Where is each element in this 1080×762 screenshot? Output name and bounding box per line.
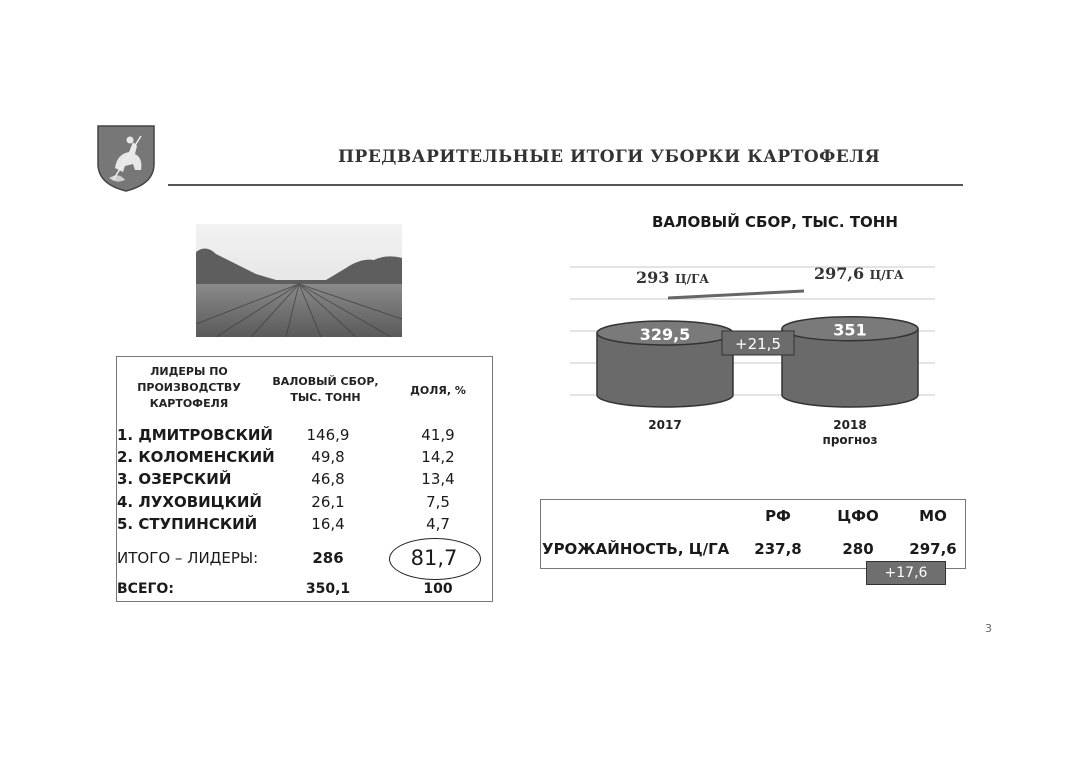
category-label: 2018 <box>833 418 867 432</box>
leader-gross: 26,1 <box>311 493 345 511</box>
leader-gross: 49,8 <box>311 448 345 466</box>
leader-name: 2. КОЛОМЕНСКИЙ <box>117 448 275 466</box>
yield-col-mo: МО <box>919 507 947 525</box>
leader-share: 7,5 <box>426 493 450 511</box>
leader-gross: 146,9 <box>306 426 350 444</box>
yield-col-rf: РФ <box>765 507 791 525</box>
bar-value-label: 351 <box>833 320 867 340</box>
moscow-coat-of-arms-icon <box>95 124 157 192</box>
category-sublabel: прогноз <box>822 433 878 447</box>
leader-gross: 46,8 <box>311 470 345 488</box>
leader-share: 4,7 <box>426 515 450 533</box>
leader-gross: 16,4 <box>311 515 345 533</box>
yield-value: 293 <box>636 268 675 287</box>
chart-title: ВАЛОВЫЙ СБОР, ТЫС. ТОНН <box>652 213 898 231</box>
page-number: 3 <box>985 622 992 635</box>
yield-delta-badge: +17,6 <box>866 561 946 585</box>
grand-total-gross: 350,1 <box>305 581 351 597</box>
leader-name: 3. ОЗЕРСКИЙ <box>117 470 232 488</box>
bar-2017 <box>597 321 733 407</box>
yield-value-mo: 297,6 <box>909 540 957 558</box>
leaders-header-name: ЛИДЕРЫ ПО ПРОИЗВОДСТВУ КАРТОФЕЛЯ <box>137 365 241 410</box>
grand-total-share: 100 <box>423 581 453 597</box>
leader-share: 14,2 <box>421 448 455 466</box>
grand-total-label: ВСЕГО: <box>117 581 174 597</box>
difference-label: +21,5 <box>735 335 781 353</box>
gross-harvest-chart <box>560 255 940 455</box>
chart-bars <box>597 317 918 407</box>
leaders-header-share: ДОЛЯ, % <box>410 384 466 397</box>
leader-name: 1. ДМИТРОВСКИЙ <box>117 426 273 444</box>
leader-share: 41,9 <box>421 426 455 444</box>
bar-2018 <box>782 317 918 407</box>
page-title: ПРЕДВАРИТЕЛЬНЫЕ ИТОГИ УБОРКИ КАРТОФЕЛЯ <box>338 147 881 167</box>
bar-value-label: 329,5 <box>639 325 691 344</box>
leader-name: 5. СТУПИНСКИЙ <box>117 515 258 533</box>
leaders-total-share: 81,7 <box>410 546 458 570</box>
potato-field-photo <box>196 224 402 337</box>
yield-label-2017 <box>636 268 709 287</box>
yield-row-label: УРОЖАЙНОСТЬ, Ц/ГА <box>542 540 730 558</box>
category-label: 2017 <box>648 418 682 432</box>
leaders-total-gross: 286 <box>312 549 344 567</box>
yield-unit: Ц/ГА <box>869 268 904 282</box>
leaders-header-gross: ВАЛОВЫЙ СБОР, ТЫС. ТОНН <box>272 375 379 404</box>
yield-value-rf: 237,8 <box>754 540 802 558</box>
yield-col-cfo: ЦФО <box>837 507 879 525</box>
leader-name: 4. ЛУХОВИЦКИЙ <box>117 493 262 511</box>
yield-trend-line <box>668 291 804 298</box>
yield-value-cfo: 280 <box>842 540 874 558</box>
title-divider <box>168 184 963 186</box>
leaders-total-label: ИТОГО – ЛИДЕРЫ: <box>117 549 259 567</box>
leader-share: 13,4 <box>421 470 455 488</box>
yield-unit: Ц/ГА <box>674 272 710 286</box>
yield-value: 297,6 <box>814 264 870 283</box>
